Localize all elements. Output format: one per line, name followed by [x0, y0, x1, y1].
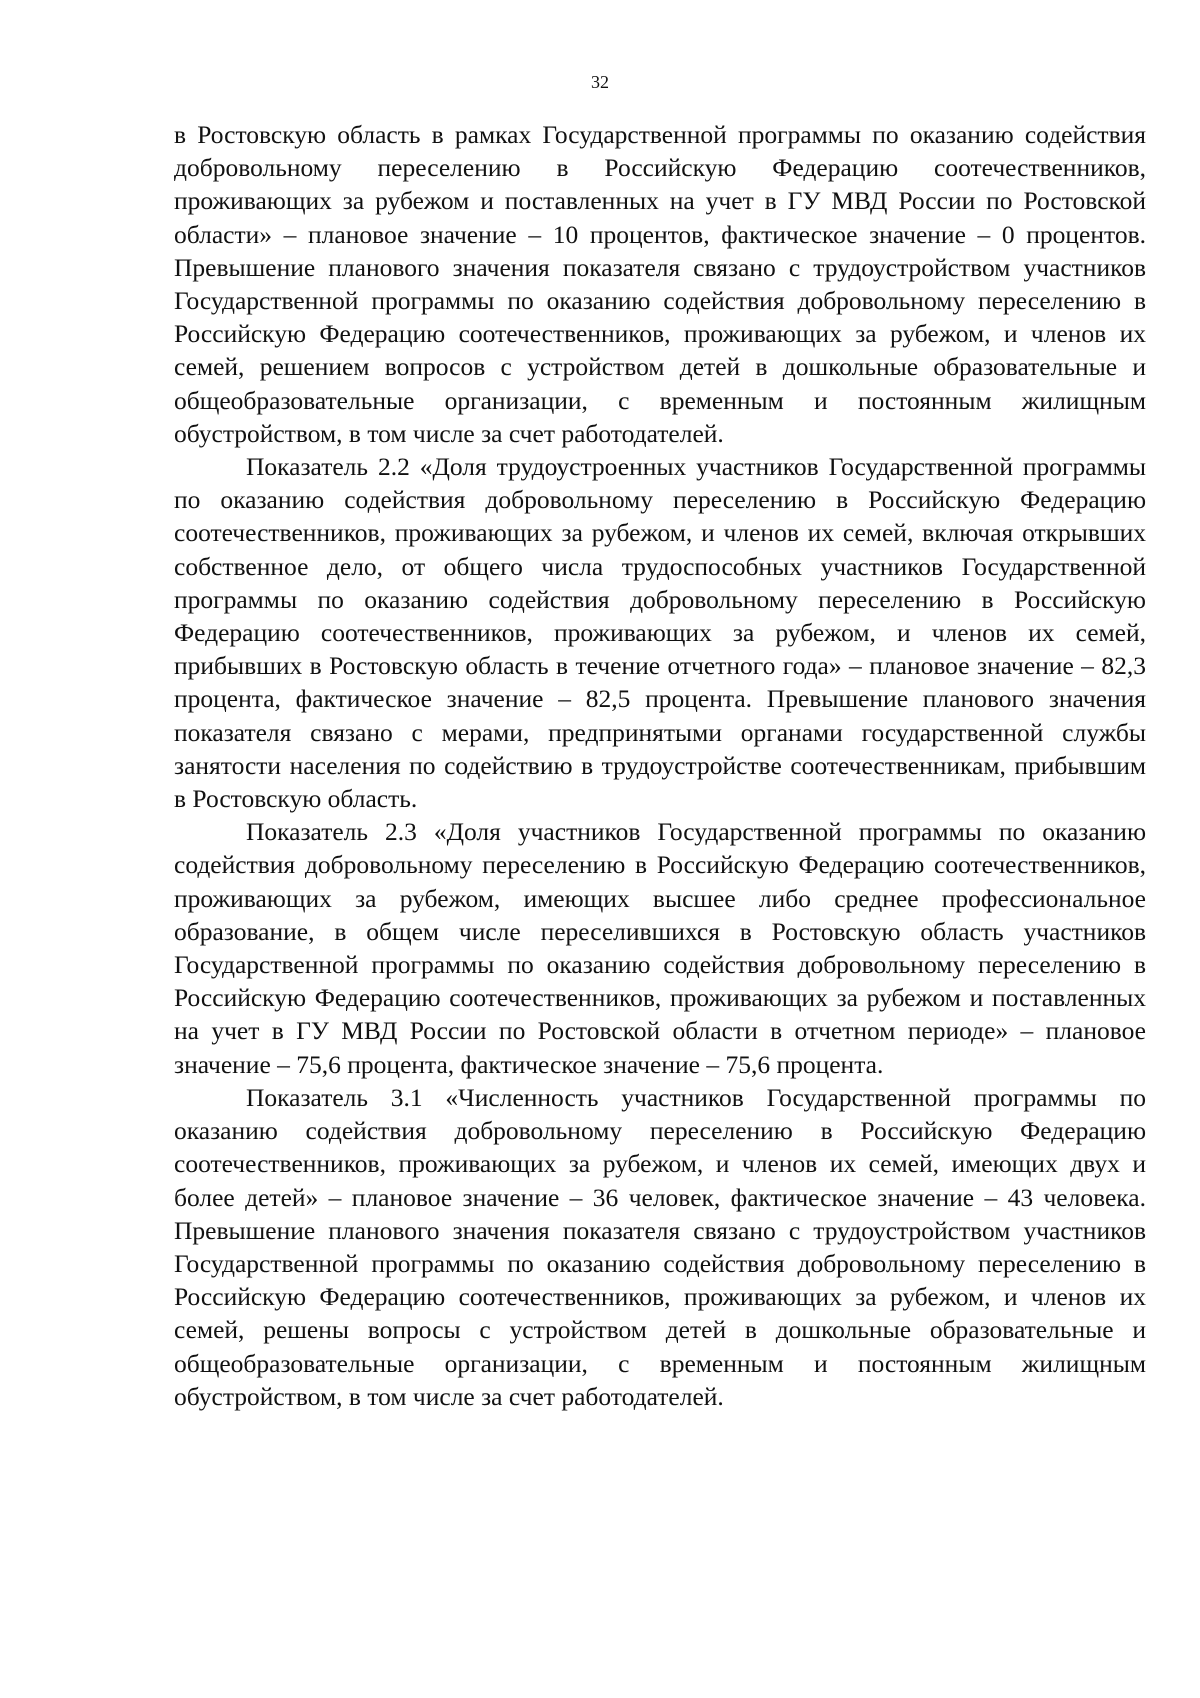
paragraph-indicator-2-3: Показатель 2.3 «Доля участников Государственной программы по оказанию содействия добровольному переселению в Российскую Федерацию соотечественников, проживающих за рубежом, имеющих высшее либо среднее профессиональное образование, в общем числе переселившихся в Ростовскую область участников Государственной программы по оказанию содействия добровольному переселению в Российскую Федерацию соотечественников, проживающих за рубежом и поставленных на учет в ГУ МВД России по Ростовской области в отчетном периоде» – плановое значение – 75,6 процента, фактическое значение – 75,6 процента. — [174, 817, 1146, 1079]
paragraph-indicator-2-2: Показатель 2.2 «Доля трудоустроенных участников Государственной программы по оказанию содействия добровольному переселению в Российскую Федерацию соотечественников, проживающих за рубежом, и членов их семей, включая открывших собственное дело, от общего числа трудоспособных участников Государственной программы по оказанию содействия добровольному переселению в Российскую Федерацию соотечественников, проживающих за рубежом, и членов их семей, прибывших в Ростовскую область в течение отчетного года» – плановое значение – 82,3 процента, фактическое значение – 82,5 процента. Превышение планового значения показателя связано с мерами, предпринятыми органами государственной службы занятости населения по содействию в трудоустройстве соотечественникам, прибывшим в Ростовскую область. — [174, 452, 1146, 814]
page-number: 32 — [591, 72, 609, 92]
paragraph-indicator-3-1: Показатель 3.1 «Численность участников Государственной программы по оказанию содействия добровольному переселению в Российскую Федерацию соотечественников, проживающих за рубежом, и членов их семей, имеющих двух и более детей» – плановое значение – 36 человек, фактическое значение – 43 человека. Превышение планового значения показателя связано с трудоустройством участников Государственной программы по оказанию содействия добровольному переселению в Российскую Федерацию соотечественников, проживающих за рубежом, и членов их семей, решены вопросы с устройством детей в дошкольные образовательные и общеобразовательные организации, с временным и постоянным жилищным обустройством, в том числе за счет работодателей. — [174, 1082, 1146, 1411]
paragraph-continuation: в Ростовскую область в рамках Государственной программы по оказанию содействия добровольному переселению в Российскую Федерацию соотечественников, проживающих за рубежом и поставленных на учет в ГУ МВД России по Ростовской области» – плановое значение – 10 процентов, фактическое значение – 0 процентов. Превышение планового значения показателя связано с трудоустройством участников Государственной программы по оказанию содействия добровольному переселению в Российскую Федерацию соотечественников, проживающих за рубежом, и членов их семей, решением вопросов с устройством детей в дошкольные образовательные и общеобразовательные организации, с временным и постоянным жилищным обустройством, в том числе за счет работодателей. — [174, 120, 1146, 448]
document-body — [174, 118, 1146, 1413]
